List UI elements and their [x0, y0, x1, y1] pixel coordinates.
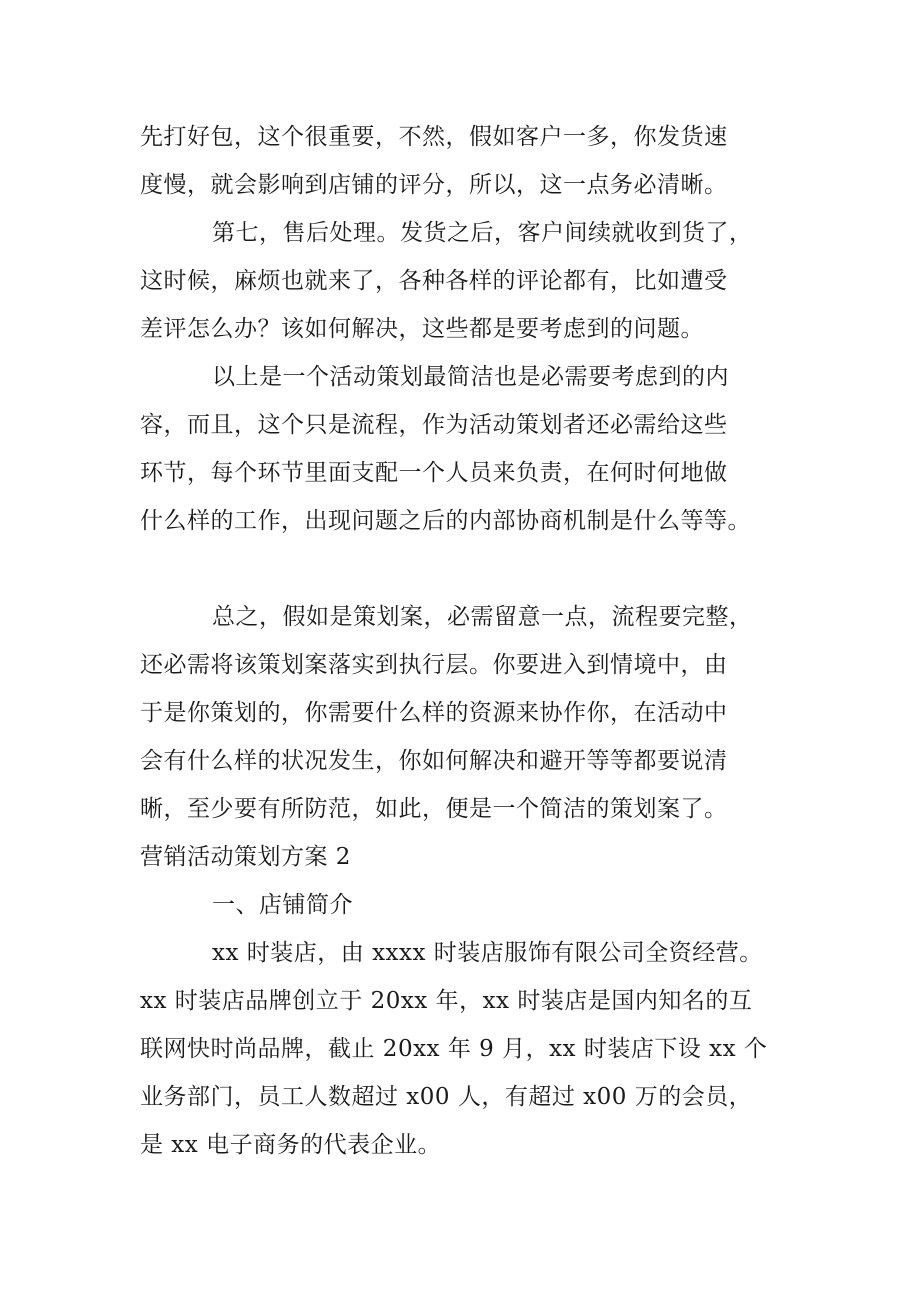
text-line: xx 时装店品牌创立于 20xx 年，xx 时装店是国内知名的互 [140, 988, 753, 1014]
text-line: 这时候，麻烦也就来了，各种各样的评论都有，比如遭受 [140, 268, 728, 294]
text-line: 联网快时尚品牌，截止 20xx 年 9 月，xx 时装店下设 xx 个 [140, 1036, 768, 1062]
text-line: 环节，每个环节里面支配一个人员来负责，在何时何地做 [140, 460, 728, 486]
text-line: 于是你策划的，你需要什么样的资源来协作你，在活动中 [140, 700, 728, 726]
text-line: 先打好包，这个很重要，不然，假如客户一多，你发货速 [140, 124, 728, 150]
text-line: 是 xx 电子商务的代表企业。 [140, 1132, 442, 1158]
text-line: 容，而且，这个只是流程，作为活动策划者还必需给这些 [140, 412, 728, 438]
text-line: 差评怎么办？该如何解决，这些都是要考虑到的问题。 [140, 316, 704, 342]
section-title: 营销活动策划方案 2 [140, 844, 351, 870]
text-line: 晰，至少要有所防范，如此，便是一个简洁的策划案了。 [140, 796, 728, 822]
text-line: 第七，售后处理。发货之后，客户间续就收到货了， [212, 220, 753, 246]
subheading: 一、店铺简介 [212, 892, 353, 918]
text-line: xx 时装店，由 xxxx 时装店服饰有限公司全资经营。 [212, 940, 763, 966]
text-line: 会有什么样的状况发生，你如何解决和避开等等都要说清 [140, 748, 728, 774]
text-line: 度慢，就会影响到店铺的评分，所以，这一点务必清晰。 [140, 172, 728, 198]
text-line: 还必需将该策划案落实到执行层。你要进入到情境中，由 [140, 652, 728, 678]
text-line: 业务部门，员工人数超过 x00 人，有超过 x00 万的会员， [140, 1084, 753, 1110]
text-line: 总之，假如是策划案，必需留意一点，流程要完整， [212, 604, 753, 630]
text-line: 以上是一个活动策划最简洁也是必需要考虑到的内 [212, 364, 729, 390]
text-line: 什么样的工作，出现问题之后的内部协商机制是什么等等。 [140, 508, 751, 534]
